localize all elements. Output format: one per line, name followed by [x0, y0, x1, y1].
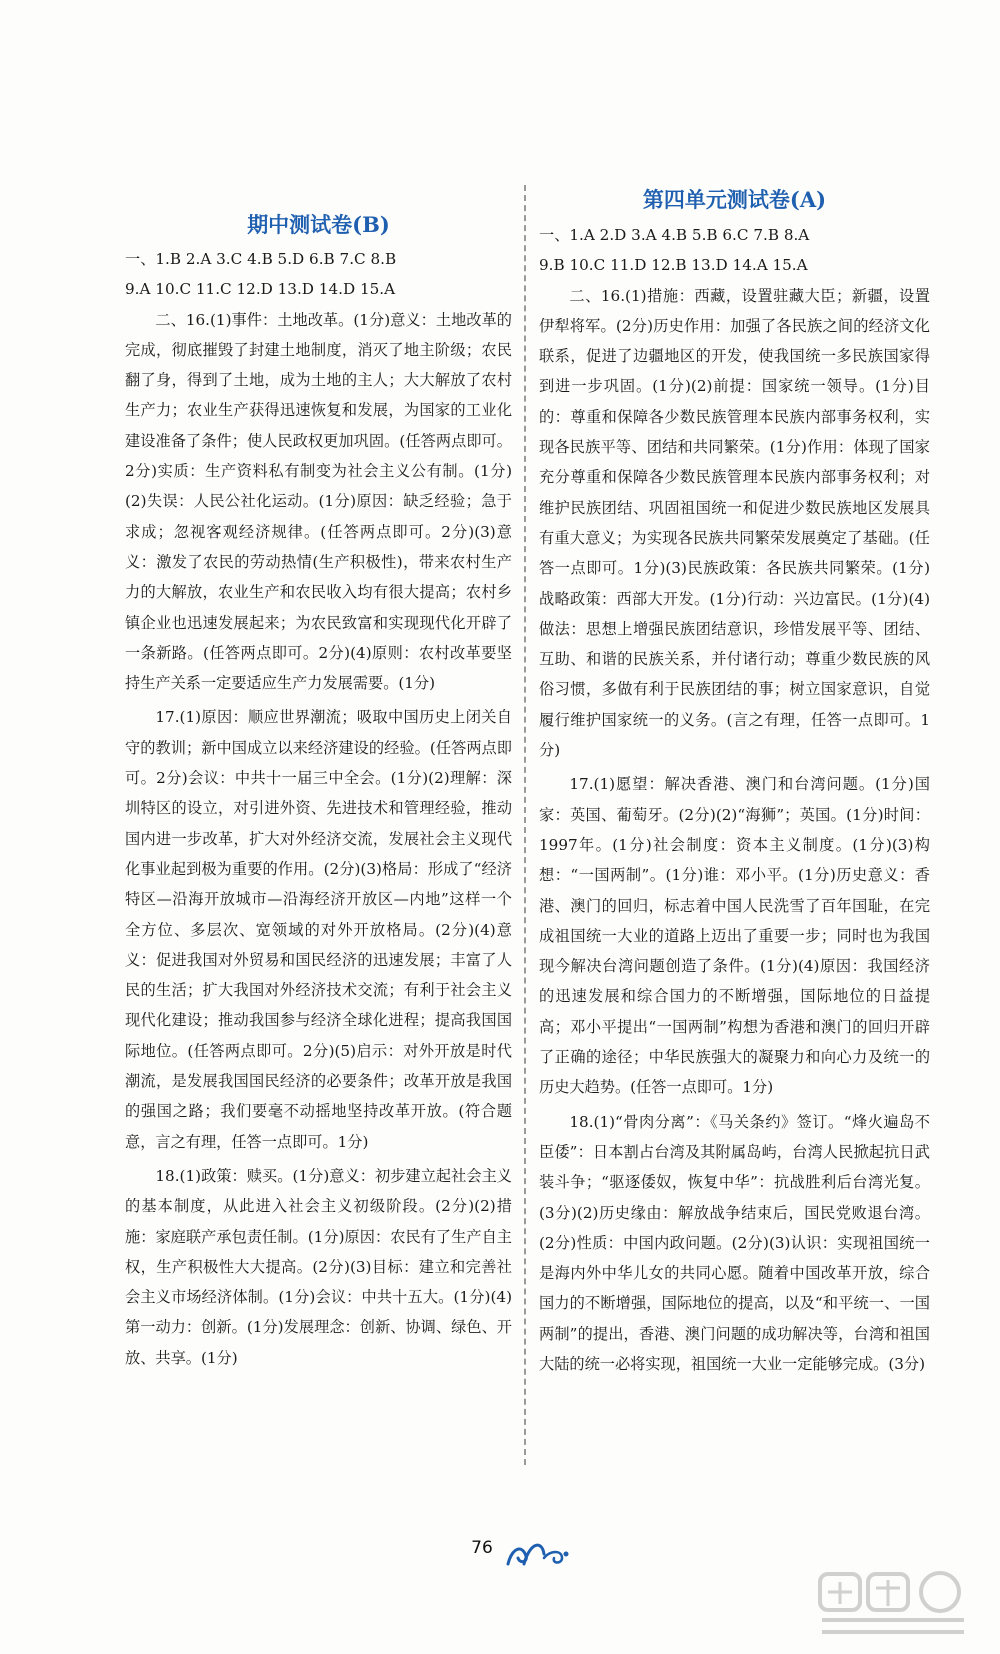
- page-number: 76: [471, 1538, 493, 1558]
- page-ornament-icon: [502, 1534, 574, 1568]
- mc-answers-row-2: 9.B 10.C 11.D 12.B 13.D 14.A 15.A: [539, 256, 808, 275]
- answer-16: 二、16.(1)事件：土地改革。(1分)意义：土地改革的完成，彻底摧毁了封建土地制度，消灭了地主阶级；农民翻了身，得到了土地，成为土地的主人；大大解放了农村生产力；农业生产获得迅速恢复和发展，为国家的工业化建设准备了条件；使人民政权更加巩固。(任答两点即可。2分)实质：生产资料私有制变为社会主义公有制。(1分)(2)失误：人民公社化运动。(1分)原因：缺乏经验；急于求成；忽视客观经济规律。(任答两点即可。2分)(3)意义：激发了农民的劳动热情(生产积极性)，带来农村生产力的大解放，农业生产和农民收入均有很大提高；农村乡镇企业也迅速发展起来；为农民致富和实现现代化开辟了一条新路。(任答两点即可。2分)(4)原则：农村改革要坚持生产关系一定要适应生产力发展需要。(1分): [125, 310, 512, 693]
- answer-18: 18.(1)政策：赎买。(1分)意义：初步建立起社会主义的基本制度，从此进入社会主义初级阶段。(2分)(2)措施：家庭联产承包责任制。(1分)原因：农民有了生产自主权，生产积极性大大提高。(2分)(3)目标：建立和完善社会主义市场经济体制。(1分)会议：中共十五大。(1分)(4)第一动力：创新。(1分)发展理念：创新、协调、绿色、开放、共享。(1分): [125, 1166, 512, 1367]
- watermark-logo: [818, 1568, 968, 1638]
- mc-answers-row-1: 一、1.A 2.D 3.A 4.B 5.B 6.C 7.B 8.A: [539, 226, 810, 244]
- left-title: 期中测试卷(B): [247, 212, 390, 237]
- answer-16: 二、16.(1)措施：西藏，设置驻藏大臣；新疆，设置伊犁将军。(2分)历史作用：加强了各民族之间的经济文化联系，促进了边疆地区的开发，使我国统一多民族国家得到进一步巩固。(1分)(2)前提：国家统一领导。(1分)目的：尊重和保障各少数民族管理本民族内部事务权利，实现各民族平等、团结和共同繁荣。(1分)作用：体现了国家充分尊重和保障各少数民族管理本民族内部事务权利；对维护民族团结、巩固祖国统一和促进少数民族地区发展具有重大意义；为实现各民族共同繁荣发展奠定了基础。(任答一点即可。1分)(3)民族政策：各民族共同繁荣。(1分)战略政策：西部大开发。(1分)行动：兴边富民。(1分)(4)做法：思想上增强民族团结意识，珍惜发展平等、团结、互助、和谐的民族关系，并付诸行动；尊重少数民族的风俗习惯，多做有利于民族团结的事；树立国家意识，自觉履行维护国家统一的义务。(言之有理，任答一点即可。1分): [539, 286, 930, 760]
- mc-answers-row-1: 一、1.B 2.A 3.C 4.B 5.D 6.B 7.C 8.B: [125, 250, 397, 268]
- right-title: 第四单元测试卷(A): [642, 187, 827, 212]
- answer-18: 18.(1)“骨肉分离”：《马关条约》签订。“烽火遍岛不臣倭”：日本割占台湾及其附属岛屿，台湾人民掀起抗日武装斗争；“驱逐倭奴，恢复中华”：抗战胜利后台湾光复。(3分)(2)历史缘由：解放战争结束后，国民党败退台湾。(2分)性质：中国内政问题。(2分)(3)认识：实现祖国统一是海内外中华儿女的共同心愿。随着中国改革开放，综合国力的不断增强，国际地位的提高，以及“和平统一、一国两制”的提出，香港、澳门问题的成功解决等，台湾和祖国大陆的统一必将实现，祖国统一大业一定能够完成。(3分): [539, 1112, 930, 1373]
- answer-17: 17.(1)愿望：解决香港、澳门和台湾问题。(1分)国家：英国、葡萄牙。(2分)(2)“海狮”；英国。(1分)时间：1997年。(1分)社会制度：资本主义制度。(1分)(3)构想：“一国两制”。(1分)谁：邓小平。(1分)历史意义：香港、澳门的回归，标志着中国人民洗雪了百年国耻，在完成祖国统一大业的道路上迈出了重要一步；同时也为我国现今解决台湾问题创造了条件。(1分)(4)原因：我国经济的迅速发展和综合国力的不断增强，国际地位的日益提高；邓小平提出“一国两制”构想为香港和澳门的回归开辟了正确的途径；中华民族强大的凝聚力和向心力及统一的历史大趋势。(任答一点即可。1分): [539, 775, 930, 1097]
- left-body: [125, 244, 512, 1373]
- column-divider: [524, 185, 526, 1465]
- answer-17: 17.(1)原因：顺应世界潮流；吸取中国历史上闭关自守的教训；新中国成立以来经济建设的经验。(任答两点即可。2分)会议：中共十一届三中全会。(1分)(2)理解：深圳特区的设立，对引进外资、先进技术和管理经验，推动国内进一步改革，扩大对外经济交流，发展社会主义现代化事业起到极为重要的作用。(2分)(3)格局：形成了“经济特区—沿海开放城市—沿海经济开放区—内地”这样一个全方位、多层次、宽领域的对外开放格局。(2分)(4)意义：促进我国对外贸易和国民经济的迅速发展；丰富了人民的生活；扩大我国对外经济技术交流；有利于社会主义现代化建设；推动我国参与经济全球化进程；提高我国国际地位。(任答两点即可。2分)(5)启示：对外开放是时代潮流，是发展我国国民经济的必要条件；改革开放是我国的强国之路；我们要毫不动摇地坚持改革开放。(符合题意，言之有理，任答一点即可。1分): [125, 708, 512, 1151]
- mc-answers-row-2: 9.A 10.C 11.C 12.D 13.D 14.D 15.A: [125, 280, 396, 299]
- right-body: [539, 220, 930, 1379]
